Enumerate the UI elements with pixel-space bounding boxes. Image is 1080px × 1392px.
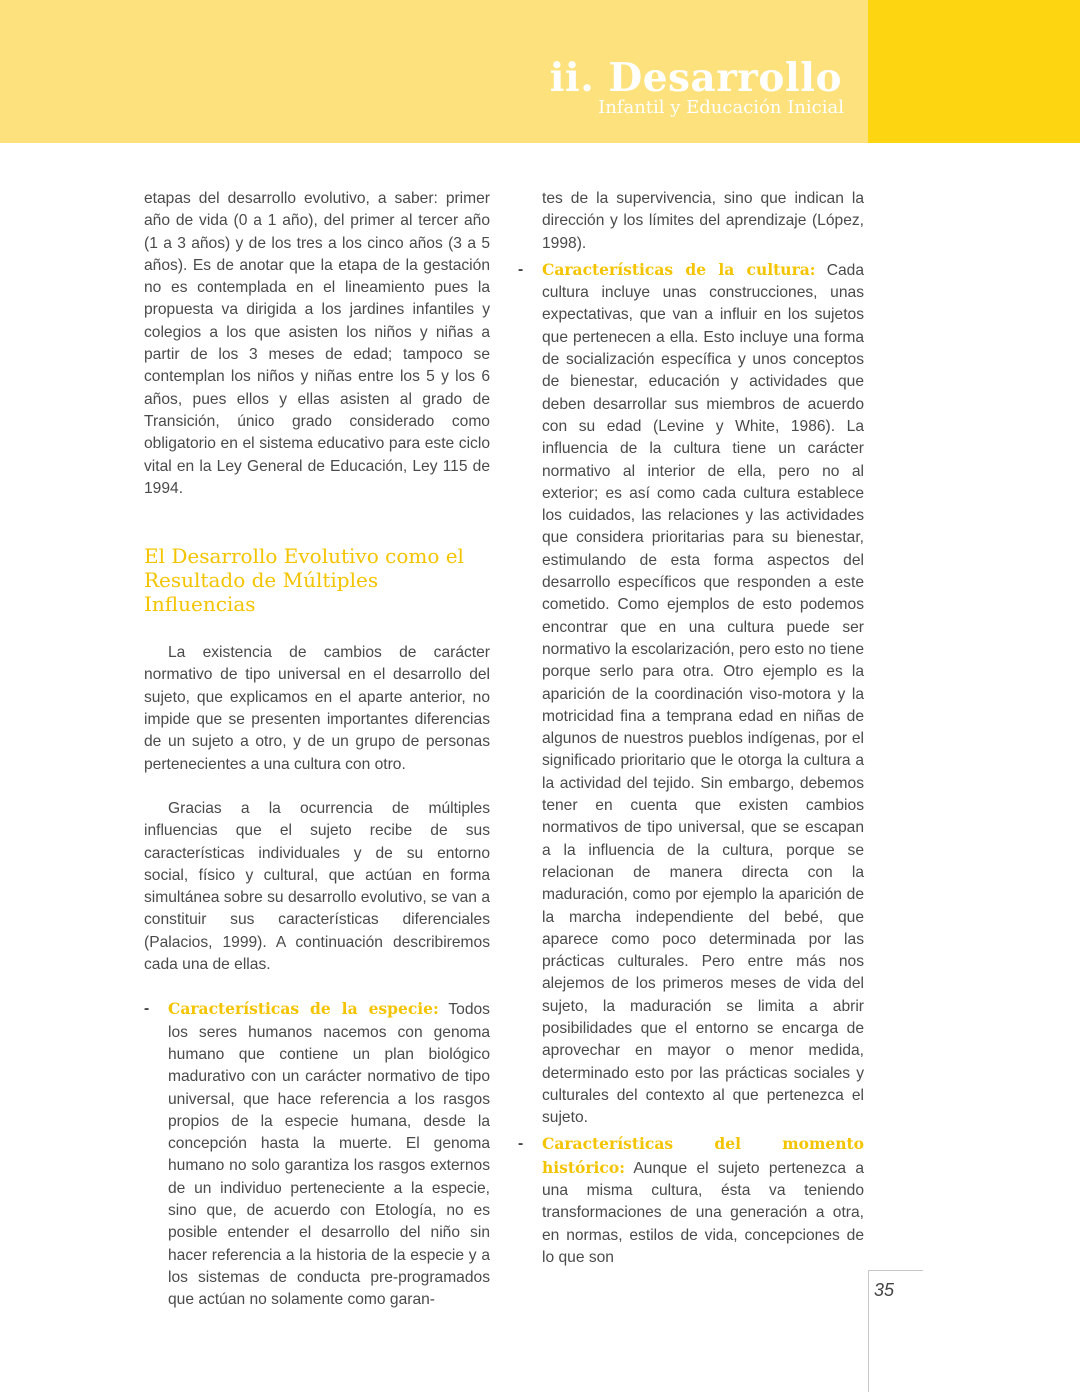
bullet-especie — [144, 998, 490, 1311]
bullet-dash: - — [518, 1135, 524, 1153]
chapter-title: ii. Desarrollo — [549, 55, 842, 101]
bullet-term-momento-historico: Características del momento histórico: — [542, 1134, 864, 1177]
bullet-text-especie: Todos los seres humanos nacemos con genoma humano que contiene un plan biológico madurativo con un carácter normativo de tipo universal, que hace referencia a los rasgos propios de la especie humana, desde la concepción hasta la muerte. El genoma humano no solo garantiza los rasgos externos de un individuo perteneciente a la especie, sino que, de acuerdo con Etología, no es posible entender el desarrollo del niño sin hacer referencia a la historia de la especie y a los sistemas de conducta pre-programados que actúan no solamente como garan- — [168, 1001, 490, 1309]
right-paragraph-1: tes de la supervivencia, sino que indican la dirección y los límites del aprendizaje (López, 1998). — [542, 190, 864, 252]
bullet-term-cultura: Características de la cultura: — [542, 259, 816, 279]
bullet-text-cultura: Cada cultura incluye unas construcciones, unas expectativas, que van a influir en los sujetos que pertenecen a ella. Esto incluye una forma de socialización específica y unos conceptos de bienestar, educación y actividades que deben desarrollar sus miembros de acuerdo con su edad (Levine y White, 1986). La influencia de la cultura tiene un carácter normativo al interior de ella, pero no al exterior; es así como cada cultura establece los cuidados, las relaciones y las actividades que considera prioritarias para su bienestar, estimulando de esta forma aspectos del desarrollo específicos que responden a este cometido. Como ejemplos de esto podemos encontrar que en una cultura puede ser normativo la escolarización, pero esto no tiene porque serlo para otra. Otro ejemplo es la aparición de la coordinación viso-motora y la motricidad fina a temprana edad en niñas de algunos de nuestros pueblos indígenas, por el significado prioritario que le otorga la cultura a la actividad del tejido. Sin embargo, debemos tener en cuenta que existen cambios normativos de tipo universal, que se escapan a la influencia de la cultura, porque se relacionan de manera directa con la maduración, como por ejemplo la aparición de la marcha independiente del bebé, que aparece como poco determinada por las prácticas culturales. Pero entre más nos alejemos de los primeros meses de vida del sujeto, la maduración se limita a abrir posibilidades que el entorno se encarga de aprovechar en mayor o menor medida, determinado esto por las prácticas sociales y culturales del contexto al que pertenezca el sujeto. — [542, 261, 864, 1127]
section-heading-line-2: Resultado de Múltiples Influencias — [144, 568, 379, 617]
header-accent-block — [868, 0, 1080, 143]
bullet-dash: - — [144, 1000, 150, 1018]
bullet-momento-historico — [518, 1133, 864, 1269]
section-heading — [144, 544, 490, 616]
section-heading-line-1: El Desarrollo Evolutivo como el — [144, 544, 464, 569]
left-paragraph-1: etapas del desarrollo evolutivo, a saber: primer año de vida (0 a 1 año), del primer al tercer año (1 a 3 años) y de los tres a los cinco años (3 a 5 años). Es de anotar que la etapa de la gestación no es contemplada en el lineamiento pues la propuesta va dirigida a los jardines infantiles y colegios a los que asisten los niños y niñas a partir de los 3 meses de edad; tampoco se contemplan los niños y niñas entre los 5 y los 6 años, pues ellos y ellas asisten al grado de Transición, único grado considerado como obligatorio en el sistema educativo para este ciclo vital en la Ley General de Educación, Ley 115 de 1994. — [144, 190, 490, 497]
page-number-rule — [868, 1270, 923, 1271]
chapter-subtitle: Infantil y Educación Inicial — [598, 97, 844, 118]
left-paragraph-2: La existencia de cambios de carácter normativo de tipo universal en el desarrollo del sujeto, que explicamos en el aparte anterior, no impide que se presenten importantes diferencias de un sujeto a otro, y de un grupo de personas pertenecientes a una cultura con otro. — [144, 644, 490, 773]
left-paragraph-3: Gracias a la ocurrencia de múltiples influencias que el sujeto recibe de sus características individuales y de su entorno social, físico y cultural, que actúan en forma simultánea sobre su desarrollo evolutivo, se van a constituir sus características diferenciales (Palacios, 1999). A continuación describiremos cada una de ellas. — [144, 799, 490, 974]
right-column — [518, 188, 864, 1269]
bullet-cultura — [518, 259, 864, 1130]
page-number-vertical-rule — [868, 1270, 869, 1392]
left-column — [144, 188, 490, 1311]
page-number: 35 — [874, 1280, 895, 1300]
bullet-term-especie: Características de la especie: — [168, 999, 439, 1019]
bullet-dash: - — [518, 260, 524, 278]
bullet-text-momento-historico: Aunque el sujeto pertenezca a una misma cultura, ésta va teniendo transformaciones de una generación a otra, en normas, estilos de vida, concepciones de lo que son — [542, 1159, 864, 1266]
